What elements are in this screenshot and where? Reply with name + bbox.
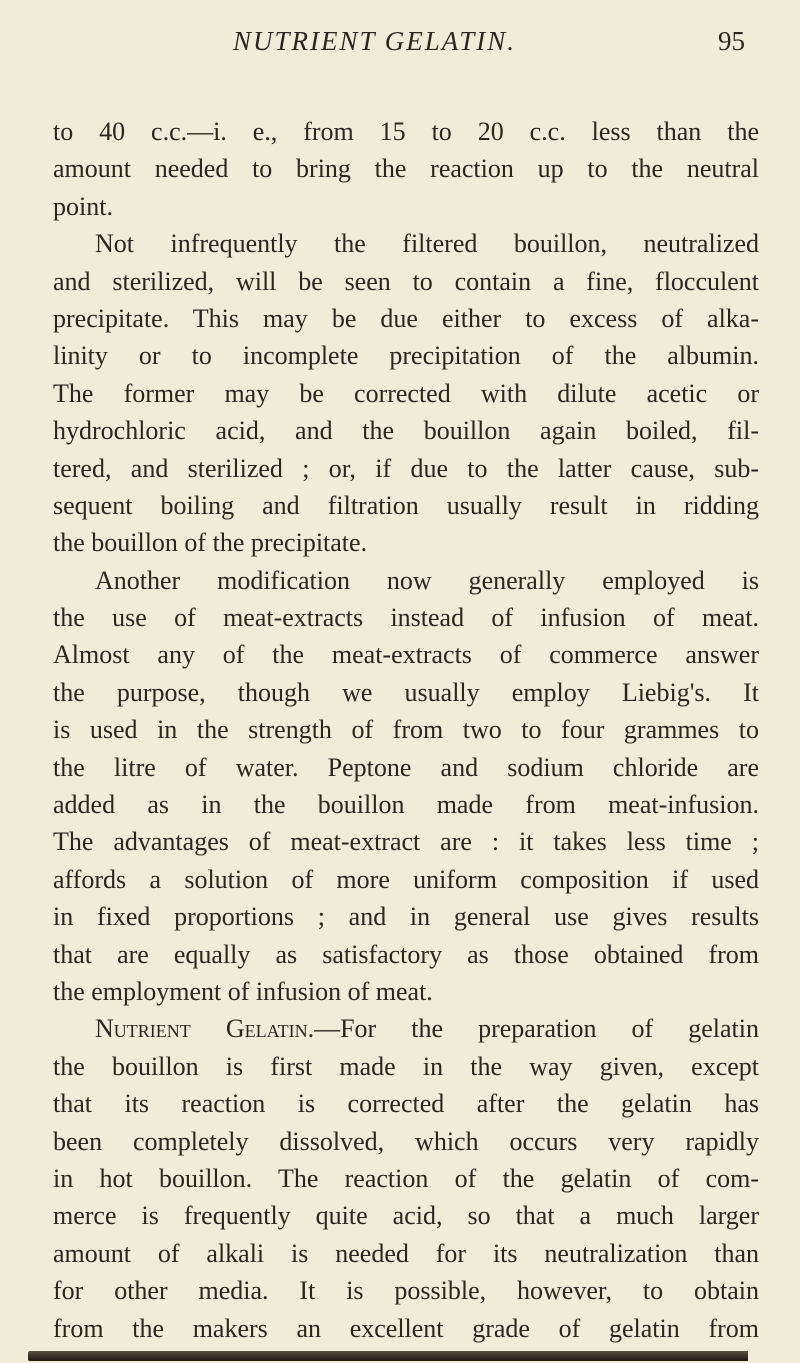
text-line: that are equally as satisfactory as those obtained from xyxy=(53,939,759,969)
text-line: the bouillon of the precipitate. xyxy=(53,528,368,558)
running-title: NUTRIENT GELATIN. xyxy=(233,26,517,56)
text-line: amount of alkali is needed for its neutralization than xyxy=(53,1238,759,1268)
text-line: linity or to incomplete precipitation of the albumin. xyxy=(53,341,759,371)
text-line: The former may be corrected with dilute acetic or xyxy=(53,378,759,408)
section-heading: Nutrient Gelatin.— xyxy=(95,1014,341,1044)
text-line: amount needed to bring the reaction up to the neutral xyxy=(53,154,759,184)
text-line: Not infrequently the filtered bouillon, neutralized xyxy=(95,229,759,259)
text-line: is used in the strength of from two to four grammes to xyxy=(53,715,759,745)
text-line: that its reaction is corrected after the gelatin has xyxy=(53,1089,759,1119)
section-line xyxy=(53,1010,759,1047)
scan-edge-bar xyxy=(28,1351,748,1361)
text-line: in fixed proportions ; and in general use gives results xyxy=(53,902,759,932)
text-line: from the makers an excellent grade of gelatin from xyxy=(53,1313,759,1343)
text-line: for other media. It is possible, however, to obtain xyxy=(53,1276,759,1306)
text-line: tered, and sterilized ; or, if due to the latter cause, sub- xyxy=(53,453,759,483)
text-line: The advantages of meat-extract are : it takes less time ; xyxy=(53,827,759,857)
text-line: merce is frequently quite acid, so that a much larger xyxy=(53,1201,759,1231)
page-number: 95 xyxy=(718,26,745,56)
text-line: affords a solution of more uniform composition if used xyxy=(53,864,759,894)
text-line: the bouillon is first made in the way given, except xyxy=(53,1051,759,1081)
text-line: added as in the bouillon made from meat-infusion. xyxy=(53,790,759,820)
text-line: point. xyxy=(53,191,113,221)
text-line: Almost any of the meat-extracts of commerce answer xyxy=(53,640,759,670)
text-line: sequent boiling and filtration usually result in ridding xyxy=(53,490,759,520)
text-line: the employment of infusion of meat. xyxy=(53,976,433,1006)
text-line: to 40 c.c.—i. e., from 15 to 20 c.c. less than the xyxy=(53,117,759,146)
page-header xyxy=(0,26,800,66)
text-line: precipitate. This may be due either to excess of alka- xyxy=(53,303,759,333)
text-line: Another modification now generally employed is xyxy=(95,565,759,595)
text-line: the litre of water. Peptone and sodium chloride are xyxy=(53,752,759,782)
text-line: the use of meat-extracts instead of infusion of meat. xyxy=(53,603,759,633)
text-line: in hot bouillon. The reaction of the gelatin of com- xyxy=(53,1163,759,1193)
text-line: For the preparation of gelatin xyxy=(340,1014,759,1044)
text-line: been completely dissolved, which occurs very rapidly xyxy=(53,1126,759,1156)
text-line: the purpose, though we usually employ Liebig's. It xyxy=(53,677,759,707)
text-line: and sterilized, will be seen to contain a fine, flocculent xyxy=(53,266,759,296)
body-text xyxy=(53,113,759,1347)
text-line: hydrochloric acid, and the bouillon again boiled, fil- xyxy=(53,416,759,446)
